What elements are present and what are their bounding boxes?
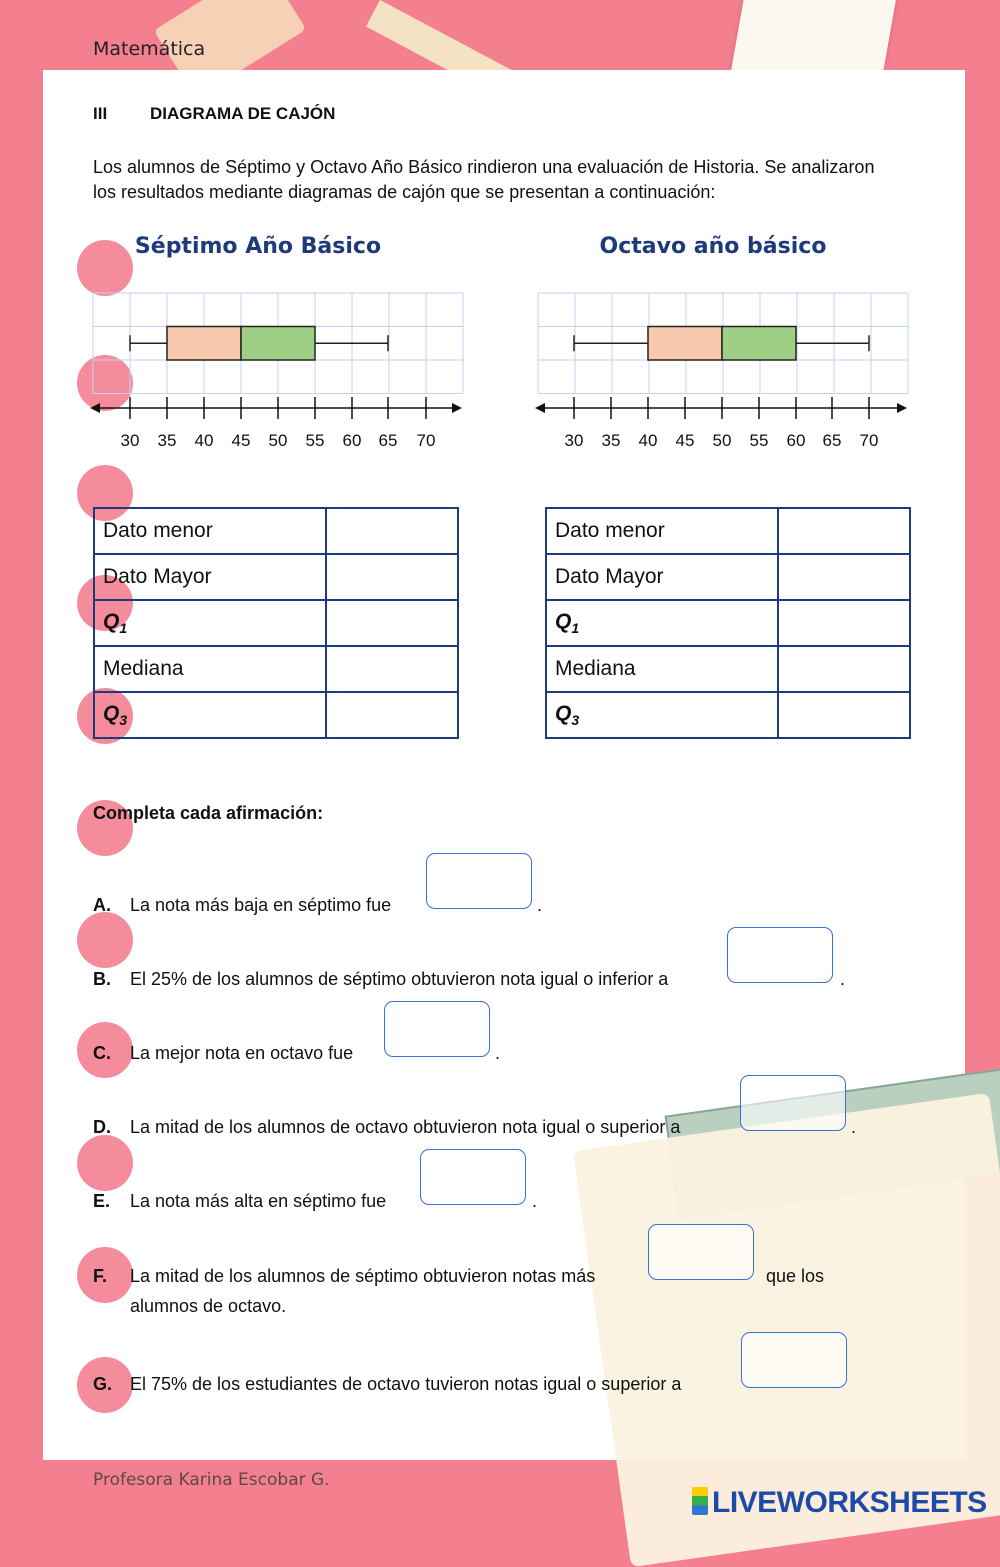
question-text: La mejor nota en octavo fue — [130, 1043, 354, 1063]
table-row — [546, 554, 910, 600]
question-text: La mitad de los alumnos de octavo obtuvieron nota igual o superior a — [130, 1117, 681, 1137]
table-row — [94, 508, 458, 554]
question-end: . — [851, 1117, 857, 1137]
chart-title-octavo: Octavo año básico — [599, 234, 827, 259]
tick-label: 55 — [749, 431, 769, 450]
question-f — [93, 1261, 595, 1321]
table-row — [94, 600, 458, 646]
table-row — [546, 600, 910, 646]
answer-box-e[interactable] — [420, 1149, 526, 1205]
answer-cell[interactable] — [778, 692, 910, 738]
question-letter: D. — [93, 1117, 111, 1137]
question-g — [93, 1369, 681, 1399]
question-letter: F. — [93, 1266, 108, 1286]
tick-label: 50 — [268, 431, 288, 450]
row-label: Dato Mayor — [94, 554, 326, 600]
answer-cell[interactable] — [326, 508, 458, 554]
answer-cell[interactable] — [326, 554, 458, 600]
tick-label: 50 — [712, 431, 732, 450]
table-row — [94, 692, 458, 738]
question-end: . — [840, 969, 846, 989]
answer-cell[interactable] — [778, 646, 910, 692]
intro-paragraph: Los alumnos de Séptimo y Octavo Año Básico rindieron una evaluación de Historia. Se analizaron los resultados mediante diagramas de cajón que se presentan a continuación: — [93, 157, 875, 202]
stats-table-septimo — [93, 507, 459, 739]
box-lower-half — [167, 327, 241, 361]
answer-cell[interactable] — [778, 554, 910, 600]
decor-dot — [77, 1135, 133, 1191]
question-continuation: alumnos de octavo. — [130, 1296, 287, 1316]
tick-label: 70 — [859, 431, 879, 450]
section-title: DIAGRAMA DE CAJÓN — [150, 104, 336, 123]
chart-title-septimo: Séptimo Año Básico — [134, 234, 382, 259]
decor-dot — [77, 912, 133, 968]
box-upper-half — [722, 327, 796, 361]
answer-cell[interactable] — [778, 600, 910, 646]
question-text: El 25% de los alumnos de séptimo obtuvieron nota igual o inferior a — [130, 969, 669, 989]
axis-arrow-right — [452, 403, 462, 413]
question-letter: B. — [93, 969, 111, 989]
tick-label: 35 — [601, 431, 621, 450]
question-e — [93, 1186, 386, 1216]
answer-cell[interactable] — [778, 508, 910, 554]
answer-box-d[interactable] — [740, 1075, 846, 1131]
row-label: $Q_3$ — [546, 692, 778, 738]
box-upper-half — [241, 327, 315, 361]
question-text: El 75% de los estudiantes de octavo tuvieron notas igual o superior a — [130, 1374, 682, 1394]
row-label: Dato Mayor — [546, 554, 778, 600]
tick-label: 40 — [638, 431, 658, 450]
question-end: . — [532, 1191, 538, 1211]
question-letter: G. — [93, 1374, 113, 1394]
answer-cell[interactable] — [326, 692, 458, 738]
row-label: $Q_1$ — [546, 600, 778, 646]
question-c — [93, 1038, 353, 1068]
subject-label: Matemática — [93, 38, 206, 60]
table-row — [546, 646, 910, 692]
question-b — [93, 964, 668, 994]
table-row — [546, 508, 910, 554]
table-row — [546, 692, 910, 738]
tick-label: 65 — [378, 431, 398, 450]
brand-logo — [692, 1486, 987, 1520]
question-letter: A. — [93, 895, 111, 915]
question-a — [93, 890, 391, 920]
answer-box-g[interactable] — [741, 1332, 847, 1388]
tick-label: 65 — [822, 431, 842, 450]
answer-box-b[interactable] — [727, 927, 833, 983]
brand-name: LIVEWORKSHEETS — [712, 1486, 987, 1519]
section-number: III — [93, 104, 108, 123]
liveworksheets-icon — [692, 1487, 708, 1515]
tick-label: 55 — [305, 431, 325, 450]
axis-arrow-left — [90, 403, 100, 413]
row-label: $Q_1$ — [94, 600, 326, 646]
table-row — [94, 646, 458, 692]
question-letter: C. — [93, 1043, 111, 1063]
tick-label: 40 — [194, 431, 214, 450]
table-row — [94, 554, 458, 600]
answer-cell[interactable] — [326, 600, 458, 646]
axis-arrow-right — [897, 403, 907, 413]
footer-author: Profesora Karina Escobar G. — [93, 1470, 330, 1490]
section-heading — [93, 104, 335, 124]
question-end: . — [537, 895, 543, 915]
tick-label: 70 — [416, 431, 436, 450]
tick-label: 60 — [786, 431, 806, 450]
boxplot-octavo — [533, 290, 915, 460]
answer-box-f[interactable] — [648, 1224, 754, 1280]
question-mid: que los — [766, 1266, 825, 1286]
row-label: $Q_3$ — [94, 692, 326, 738]
row-label: Mediana — [94, 646, 326, 692]
box-lower-half — [648, 327, 722, 361]
boxplot-septimo — [88, 290, 470, 460]
tick-label: 45 — [231, 431, 251, 450]
tick-label: 30 — [564, 431, 584, 450]
tick-label: 60 — [342, 431, 362, 450]
row-label: Dato menor — [546, 508, 778, 554]
answer-cell[interactable] — [326, 646, 458, 692]
tick-label: 35 — [157, 431, 177, 450]
row-label: Mediana — [546, 646, 778, 692]
row-label: Dato menor — [94, 508, 326, 554]
question-letter: E. — [93, 1191, 111, 1211]
tick-label: 45 — [675, 431, 695, 450]
question-d — [93, 1112, 680, 1142]
tick-label: 30 — [120, 431, 140, 450]
question-text: La nota más alta en séptimo fue — [130, 1191, 387, 1211]
answer-box-c[interactable] — [384, 1001, 490, 1057]
answer-box-a[interactable] — [426, 853, 532, 909]
axis-arrow-left — [535, 403, 545, 413]
question-text: La nota más baja en séptimo fue — [130, 895, 392, 915]
question-end: . — [495, 1043, 501, 1063]
question-text: La mitad de los alumnos de séptimo obtuvieron notas más — [130, 1266, 596, 1286]
instructions-heading: Completa cada afirmación: — [93, 803, 324, 823]
stats-table-octavo — [545, 507, 911, 739]
